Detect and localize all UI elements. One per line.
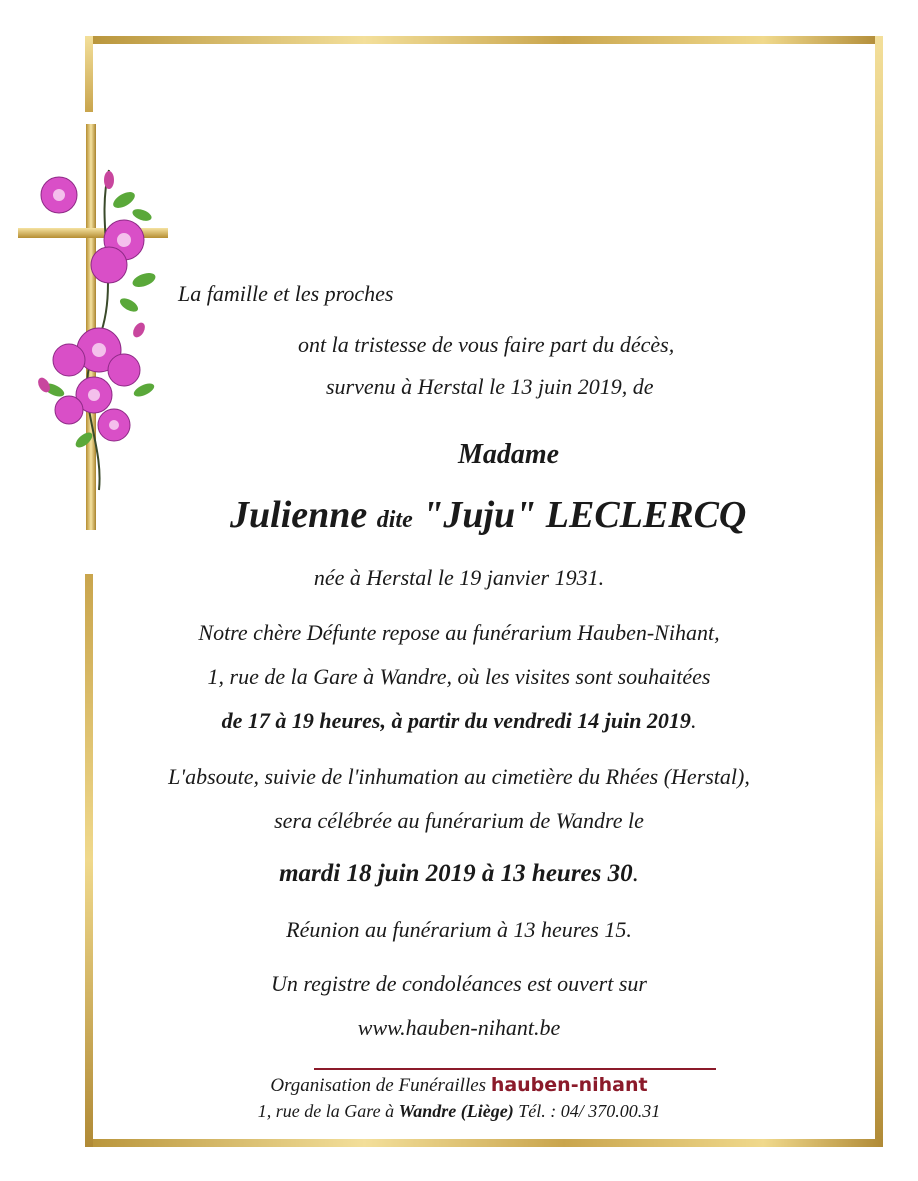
footer-org [0,1074,918,1097]
rest-line-1: Notre chère Défunte repose au funérarium Hauben-Nihant, [198,620,720,645]
footer-divider [314,1068,716,1070]
absoute-line-1: L'absoute, suivie de l'inhumation au cimetière du Rhées (Herstal), [168,764,750,789]
frame-top-border [85,36,883,44]
frame-left-border-top [85,36,93,112]
ceremony-line [0,860,918,888]
honorific: Madame [458,439,560,470]
name-dite: dite [376,507,413,533]
visits-bold: de 17 à 19 heures, à partir du vendredi 14 juin 2019 [221,708,691,733]
visits-dot: . [690,708,697,733]
footer-phone: Tél. : 04/ 370.00.31 [518,1101,661,1121]
rest-line-2: 1, rue de la Gare à Wandre, où les visites sont souhaitées [207,664,711,689]
footer-address-bold: Wandre (Liège) [398,1101,514,1121]
ceremony-dot: . [632,860,639,887]
sorrow-text: ont la tristesse de vous faire part du décès, [298,332,675,357]
cross-with-flowers-icon [14,120,174,540]
intro-text: La famille et les proches [178,281,394,306]
website-link[interactable]: www.hauben-nihant.be [357,1015,561,1040]
birth-text: née à Herstal le 19 janvier 1931. [313,565,605,590]
visits-line [0,708,918,734]
reunion-text: Réunion au funérarium à 13 heures 15. [286,917,632,942]
frame-bottom-border [85,1139,883,1147]
name-rest: "Juju" LECLERCQ [422,494,747,536]
name-first: Julienne [230,494,368,536]
absoute-line-2: sera célébrée au funérarium de Wandre le [274,808,644,833]
footer-org-prefix: Organisation de Funérailles [270,1075,487,1096]
place-text: survenu à Herstal le 13 juin 2019, de [326,374,654,399]
footer-address [0,1101,918,1122]
brand-logo: hauben-nihant [490,1074,648,1096]
registry-text: Un registre de condoléances est ouvert sur [271,971,647,996]
ceremony-bold: mardi 18 juin 2019 à 13 heures 30 [279,860,633,887]
deceased-name [230,493,746,537]
footer-address-prefix: 1, rue de la Gare à [257,1101,395,1121]
